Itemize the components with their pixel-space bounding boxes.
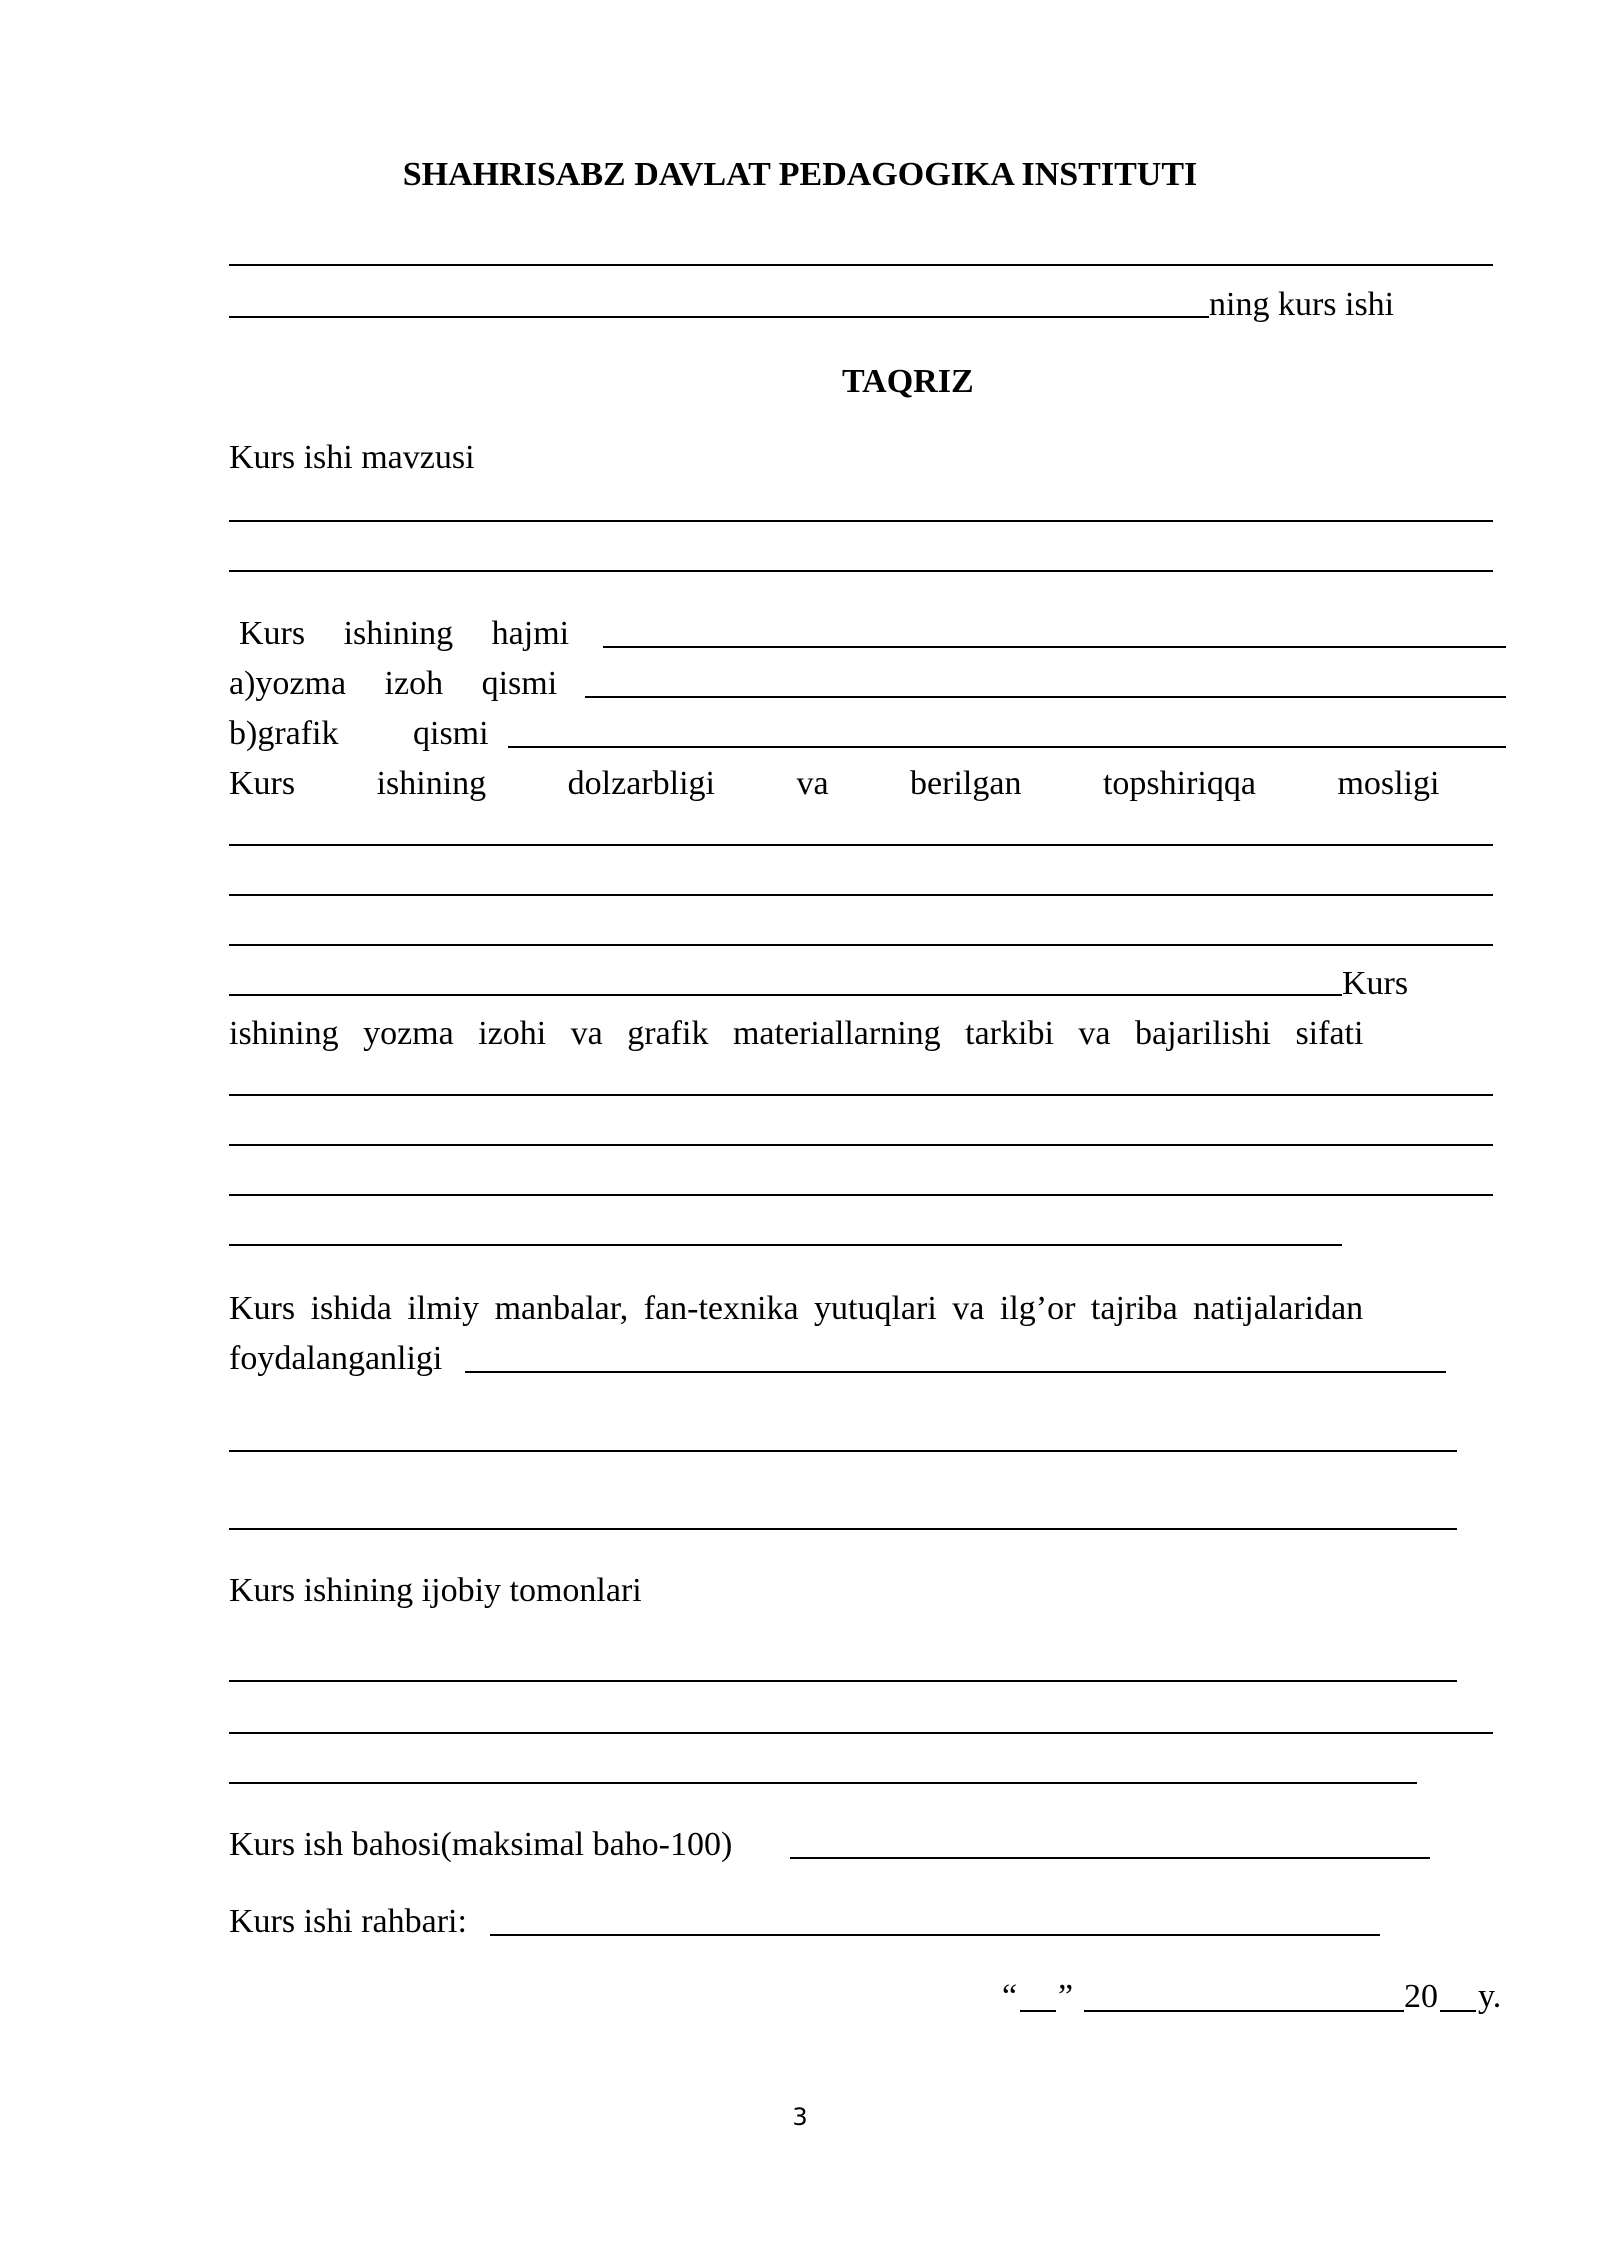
date-day-line[interactable] bbox=[1020, 2010, 1056, 2012]
positives-label: Kurs ishining ijobiy tomonlari bbox=[229, 1572, 642, 1609]
quality-line[interactable] bbox=[229, 1194, 1493, 1196]
positives-line[interactable] bbox=[229, 1782, 1417, 1784]
sources-label: Kurs ishida ilmiy manbalar, fan-texnika yutuqlari va ilg’or tajriba natijalaridan bbox=[229, 1290, 1364, 1327]
sources-line[interactable] bbox=[465, 1371, 1446, 1373]
date-close-quote: ” bbox=[1058, 1978, 1074, 2015]
date-year-prefix: 20 bbox=[1404, 1978, 1438, 2015]
date-month-line[interactable] bbox=[1084, 2010, 1404, 2012]
quality-line[interactable] bbox=[229, 1094, 1493, 1096]
written-part-label: a)yozma izoh qismi bbox=[229, 665, 558, 702]
topic-label: Kurs ishi mavzusi bbox=[229, 439, 475, 476]
sources-label-continued: foydalanganligi bbox=[229, 1340, 443, 1377]
date-year-suffix: y. bbox=[1478, 1978, 1502, 2015]
topic-line[interactable] bbox=[229, 520, 1493, 522]
quality-line[interactable] bbox=[229, 1144, 1493, 1146]
topic-line[interactable] bbox=[229, 570, 1493, 572]
grade-label: Kurs ish bahosi(maksimal baho-100) bbox=[229, 1826, 733, 1863]
quality-label-start: Kurs bbox=[1342, 965, 1409, 1002]
relevance-line[interactable] bbox=[229, 894, 1493, 896]
volume-line[interactable] bbox=[603, 646, 1506, 648]
positives-line[interactable] bbox=[229, 1732, 1493, 1734]
grade-line[interactable] bbox=[790, 1857, 1430, 1859]
institute-title: SHAHRISABZ DAVLAT PEDAGOGIKA INSTITUTI bbox=[402, 156, 1198, 193]
page-number: 3 bbox=[792, 2103, 808, 2131]
date-open-quote: “ bbox=[1002, 1978, 1018, 2015]
written-part-line[interactable] bbox=[585, 696, 1506, 698]
student-name-line[interactable] bbox=[229, 264, 1493, 266]
date-year-line[interactable] bbox=[1440, 2010, 1476, 2012]
supervisor-label: Kurs ishi rahbari: bbox=[229, 1903, 467, 1940]
graphic-part-label: b)grafik qismi bbox=[229, 715, 489, 752]
positives-line[interactable] bbox=[229, 1680, 1457, 1682]
quality-line[interactable] bbox=[229, 1244, 1342, 1246]
course-work-suffix: ning kurs ishi bbox=[1209, 286, 1395, 323]
relevance-line[interactable] bbox=[229, 994, 1342, 996]
sources-line[interactable] bbox=[229, 1528, 1457, 1530]
relevance-line[interactable] bbox=[229, 944, 1493, 946]
document-title: TAQRIZ bbox=[842, 363, 974, 400]
student-name-line[interactable] bbox=[229, 316, 1209, 318]
supervisor-line[interactable] bbox=[490, 1934, 1380, 1936]
relevance-label bbox=[229, 767, 1505, 801]
volume-label: Kurs ishining hajmi bbox=[239, 615, 570, 652]
relevance-label-text: Kurs ishining dolzarbligi va berilgan topshiriqqa mosligi bbox=[229, 765, 1440, 802]
relevance-line[interactable] bbox=[229, 844, 1493, 846]
quality-label: ishining yozma izohi va grafik materiallarning tarkibi va bajarilishi sifati bbox=[229, 1015, 1364, 1052]
sources-line[interactable] bbox=[229, 1450, 1457, 1452]
graphic-part-line[interactable] bbox=[508, 746, 1506, 748]
